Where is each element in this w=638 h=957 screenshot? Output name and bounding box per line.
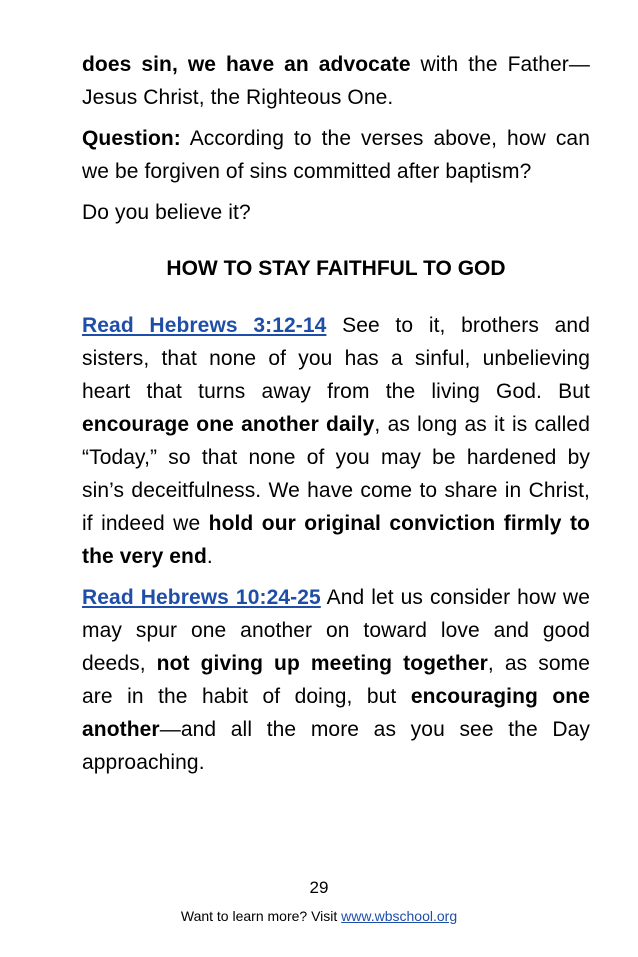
question-text: According to the verses above, how can we be forgiven of sins committed after baptism? <box>82 127 590 183</box>
paragraph-text: . <box>206 545 213 568</box>
bold-phrase: hold our original conviction firmly to the very end <box>82 512 590 568</box>
bold-phrase: encourage one another daily <box>82 413 375 436</box>
paragraph-advocate <box>82 48 590 114</box>
page-number: 29 <box>309 878 329 897</box>
hebrews-10-link[interactable]: Read Hebrews 10:24-25 <box>82 586 321 609</box>
paragraph-text: —and all the more as you see the Day approaching. <box>82 718 590 774</box>
bold-phrase: encouraging one another <box>82 685 590 741</box>
paragraph-text: See to it, brothers and sisters, that none of you has a sinful, unbelieving heart that turns away from the living God. But <box>82 314 590 403</box>
paragraph-text: And let us consider how we may spur one another on toward love and good deeds, <box>82 586 590 675</box>
hebrews-3-paragraph <box>82 309 590 573</box>
footer-text: Want to learn more? Visit <box>180 908 342 924</box>
question-paragraph <box>82 122 590 188</box>
paragraph-text: , as long as it is called “Today,” so that none of you may be hardened by sin’s deceitfulness. We have come to share in Christ, if indeed we <box>82 413 590 535</box>
page-content <box>82 48 590 779</box>
believe-line: Do you believe it? <box>82 201 251 224</box>
website-link[interactable]: www.wbschool.org <box>341 908 458 924</box>
bold-phrase: not giving up meeting together <box>156 652 488 675</box>
section-heading: HOW TO STAY FAITHFUL TO GOD <box>166 257 506 280</box>
hebrews-3-link[interactable]: Read Hebrews 3:12-14 <box>82 314 327 337</box>
paragraph-text: with the Father—Jesus Christ, the Righteous One. <box>82 53 590 109</box>
paragraph-text: , as some are in the habit of doing, but <box>82 652 590 708</box>
footer-promo <box>0 906 638 926</box>
bold-phrase: does sin, we have an advocate <box>82 53 411 76</box>
question-label: Question: <box>82 127 181 150</box>
hebrews-10-paragraph <box>82 581 590 779</box>
